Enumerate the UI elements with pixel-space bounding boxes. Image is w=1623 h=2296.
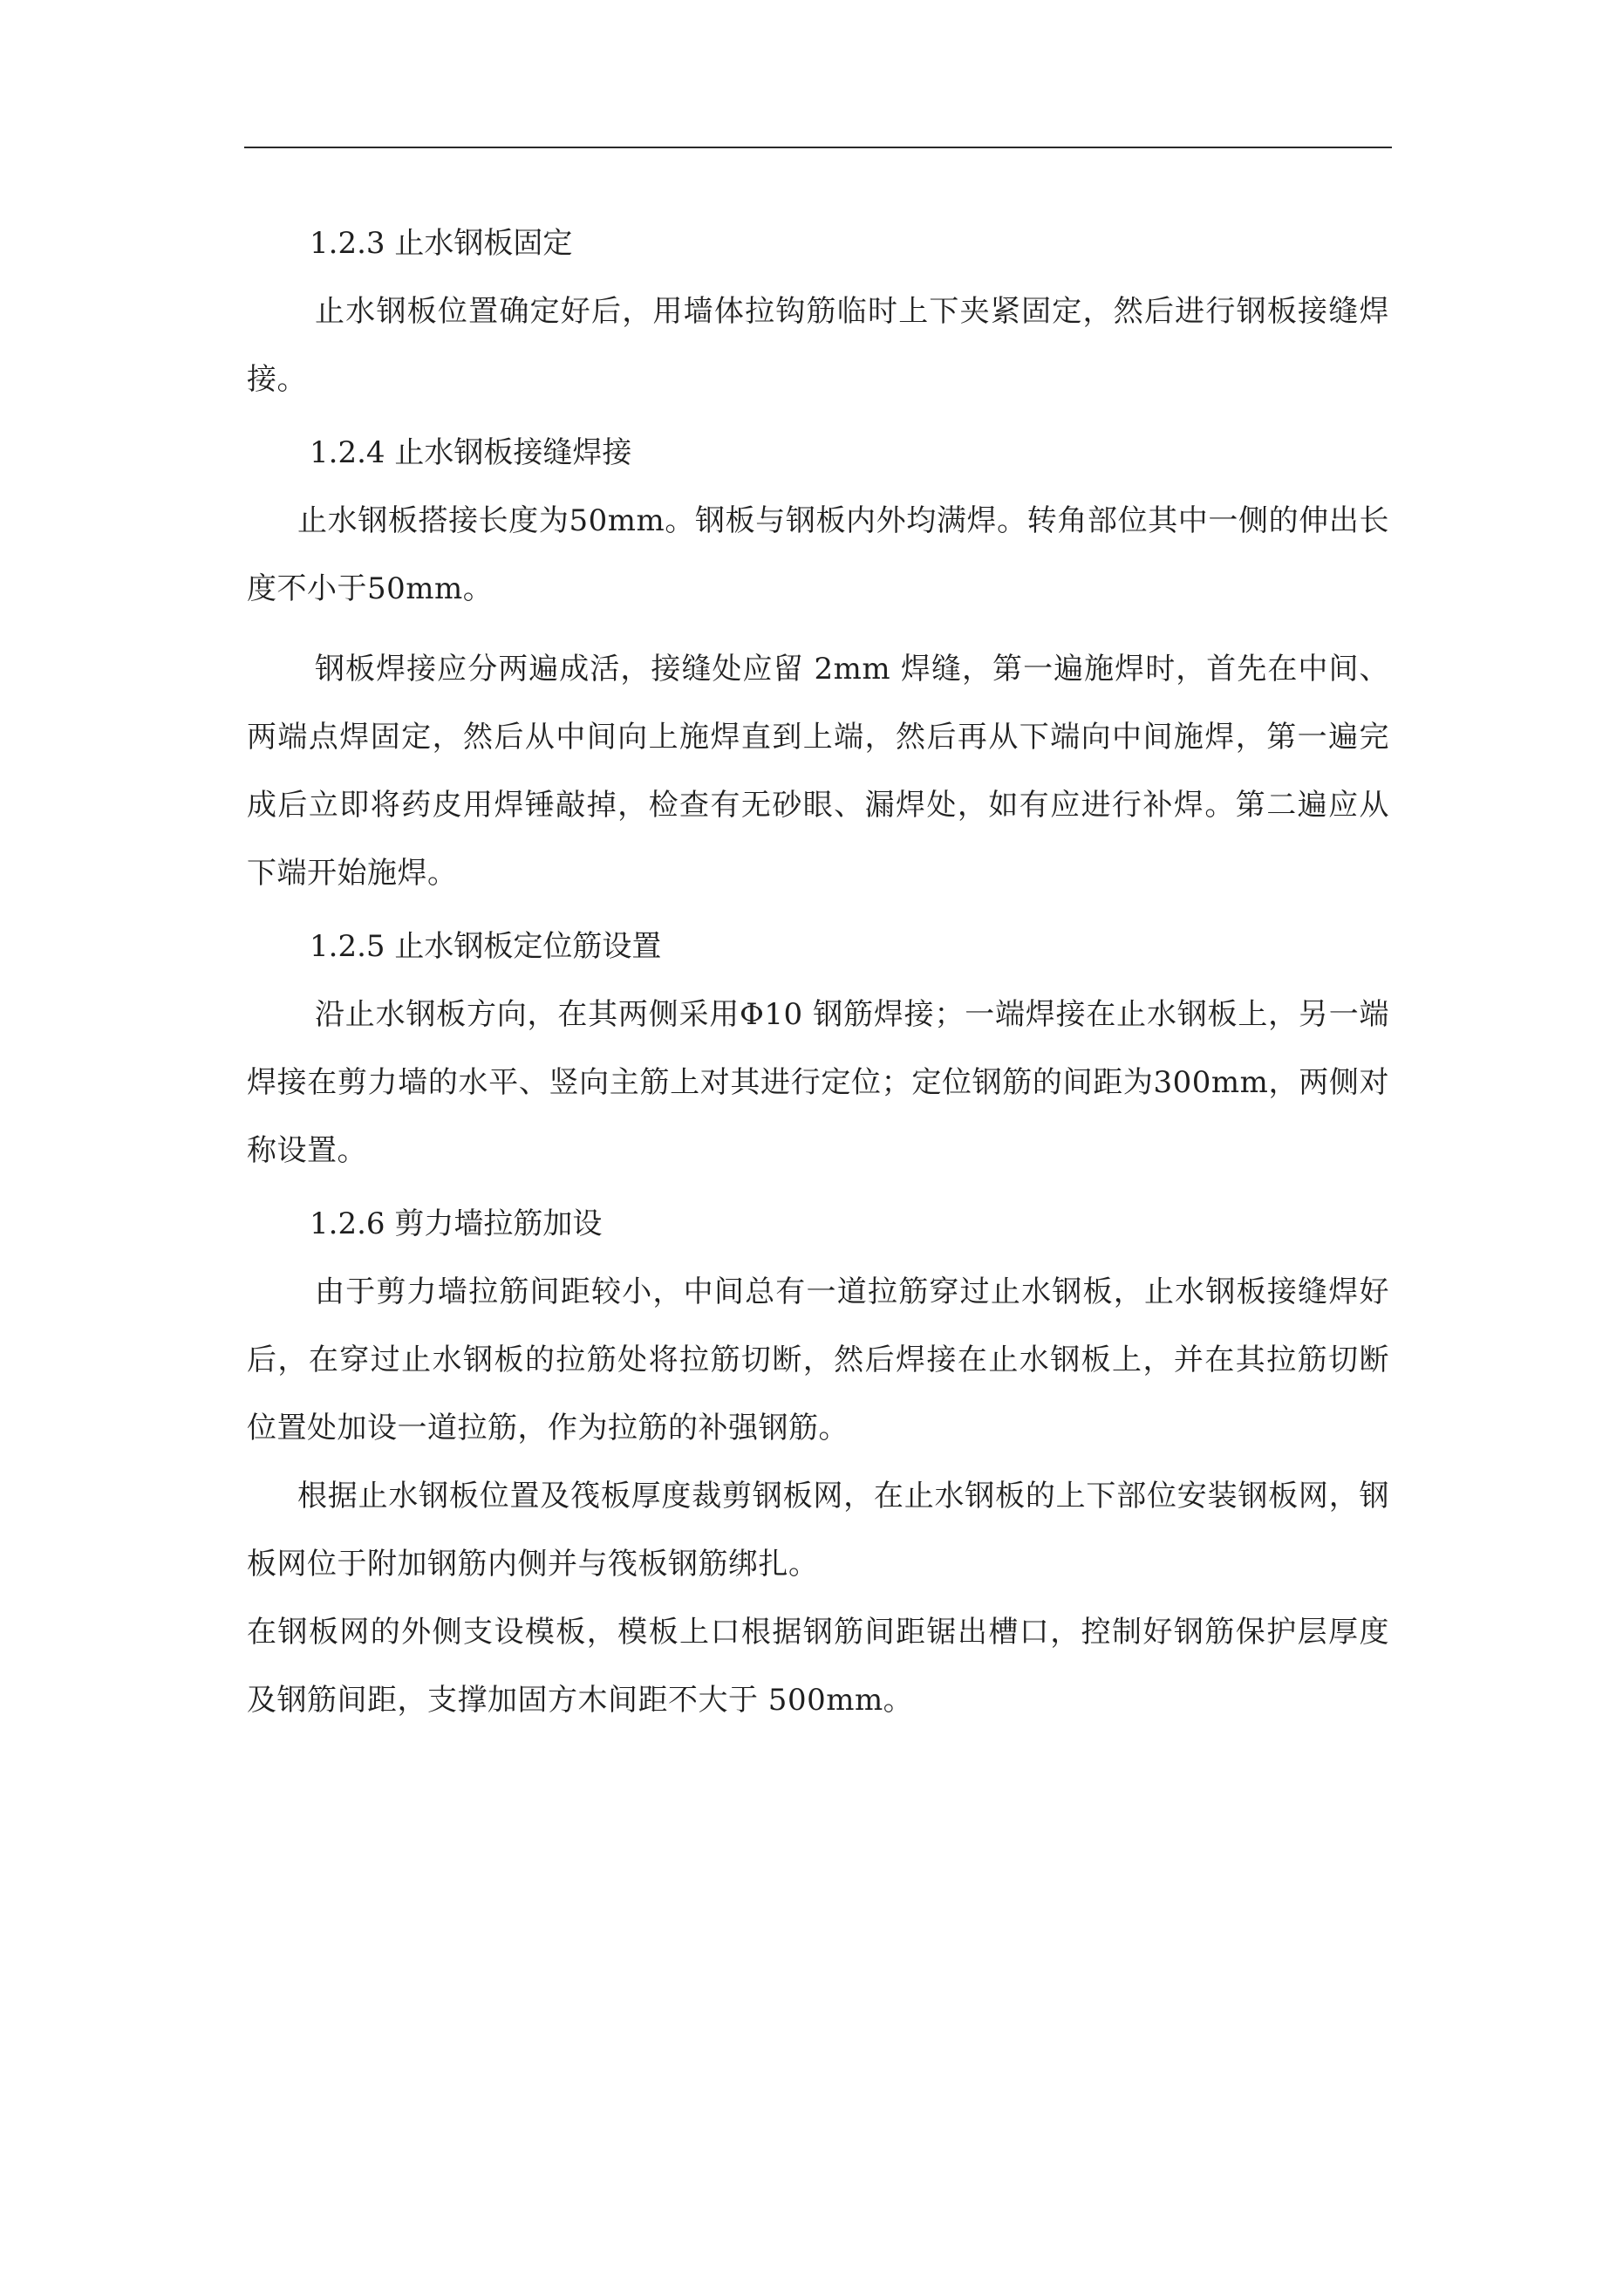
paragraph: 由于剪力墙拉筋间距较小，中间总有一道拉筋穿过止水钢板，止水钢板接缝焊好后，在穿过止水钢板的拉筋处将拉筋切断，然后焊接在止水钢板上，并在其拉筋切断位置处加设一道拉筋，作为拉筋的补强钢筋。: [247, 1274, 1389, 1445]
document-body: [247, 209, 1389, 1734]
paragraph: 沿止水钢板方向，在其两侧采用Φ10 钢筋焊接；一端焊接在止水钢板上，另一端焊接在剪力墙的水平、竖向主筋上对其进行定位；定位钢筋的间距为300mm，两侧对称设置。: [247, 997, 1389, 1168]
section-heading-1-2-6: 1.2.6 剪力墙拉筋加设: [310, 1206, 603, 1241]
paragraph: 止水钢板位置确定好后，用墙体拉钩筋临时上下夹紧固定，然后进行钢板接缝焊接。: [247, 294, 1389, 397]
paragraph: 根据止水钢板位置及筏板厚度裁剪钢板网，在止水钢板的上下部位安装钢板网，钢板网位于附加钢筋内侧并与筏板钢筋绑扎。: [247, 1479, 1389, 1582]
section-heading-1-2-5: 1.2.5 止水钢板定位筋设置: [310, 929, 662, 964]
header-rule: [244, 147, 1392, 148]
paragraph: 止水钢板搭接长度为50mm。钢板与钢板内外均满焊。转角部位其中一侧的伸出长度不小于50mm。: [247, 503, 1389, 606]
section-heading-1-2-4: 1.2.4 止水钢板接缝焊接: [310, 435, 632, 470]
paragraph: 钢板焊接应分两遍成活，接缝处应留 2mm 焊缝，第一遍施焊时，首先在中间、两端点焊固定，然后从中间向上施焊直到上端，然后再从下端向中间施焊，第一遍完成后立即将药皮用焊锤敲掉，检查有无砂眼、漏焊处，如有应进行补焊。第二遍应从下端开始施焊。: [247, 652, 1389, 891]
section-heading-1-2-3: 1.2.3 止水钢板固定: [310, 226, 573, 261]
paragraph: 在钢板网的外侧支设模板，模板上口根据钢筋间距锯出槽口，控制好钢筋保护层厚度及钢筋间距，支撑加固方木间距不大于 500mm。: [247, 1615, 1389, 1718]
